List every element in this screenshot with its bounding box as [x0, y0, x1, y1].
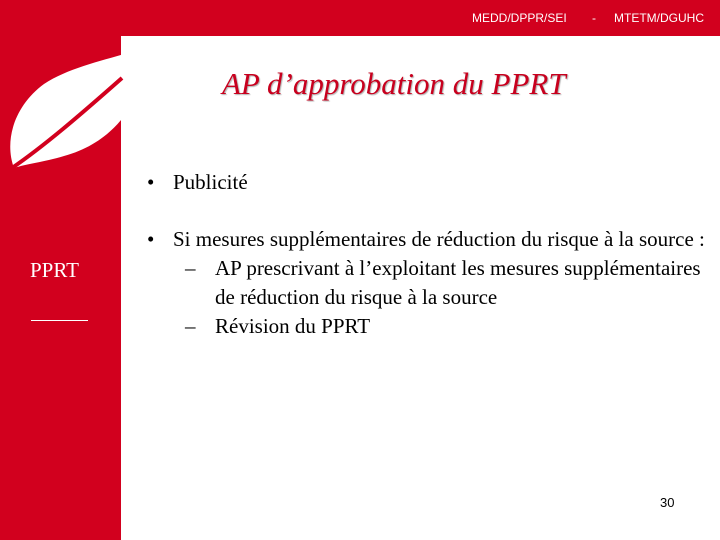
sidebar-divider	[31, 320, 88, 321]
sub-bullet-glyph: –	[185, 314, 196, 338]
bullet-item	[145, 225, 705, 254]
header-left-text: MEDD/DPPR/SEI	[472, 11, 567, 25]
bullet-glyph: •	[147, 170, 155, 194]
header-right-text: MTETM/DGUHC	[614, 11, 704, 25]
sub-bullet-text: Révision du PPRT	[215, 314, 371, 338]
bullet-list	[145, 168, 705, 341]
sub-bullet-item	[145, 254, 705, 312]
slide-title: AP d’approbation du PPRT	[222, 66, 566, 101]
bullet-item	[145, 168, 705, 197]
bullet-glyph: •	[147, 227, 155, 251]
white-leaf-icon	[4, 36, 164, 176]
sub-bullet-text: AP prescrivant à l’exploitant les mesures supplémentaires de réduction du risque à la source	[215, 256, 701, 309]
bullet-text: Si mesures supplémentaires de réduction du risque à la source :	[173, 227, 705, 251]
sub-bullet-item	[145, 312, 705, 341]
bullet-text: Publicité	[173, 170, 248, 194]
header-separator: -	[592, 11, 596, 25]
sidebar-label: PPRT	[30, 258, 79, 282]
page-number: 30	[660, 495, 675, 510]
sub-bullet-glyph: –	[185, 256, 196, 280]
